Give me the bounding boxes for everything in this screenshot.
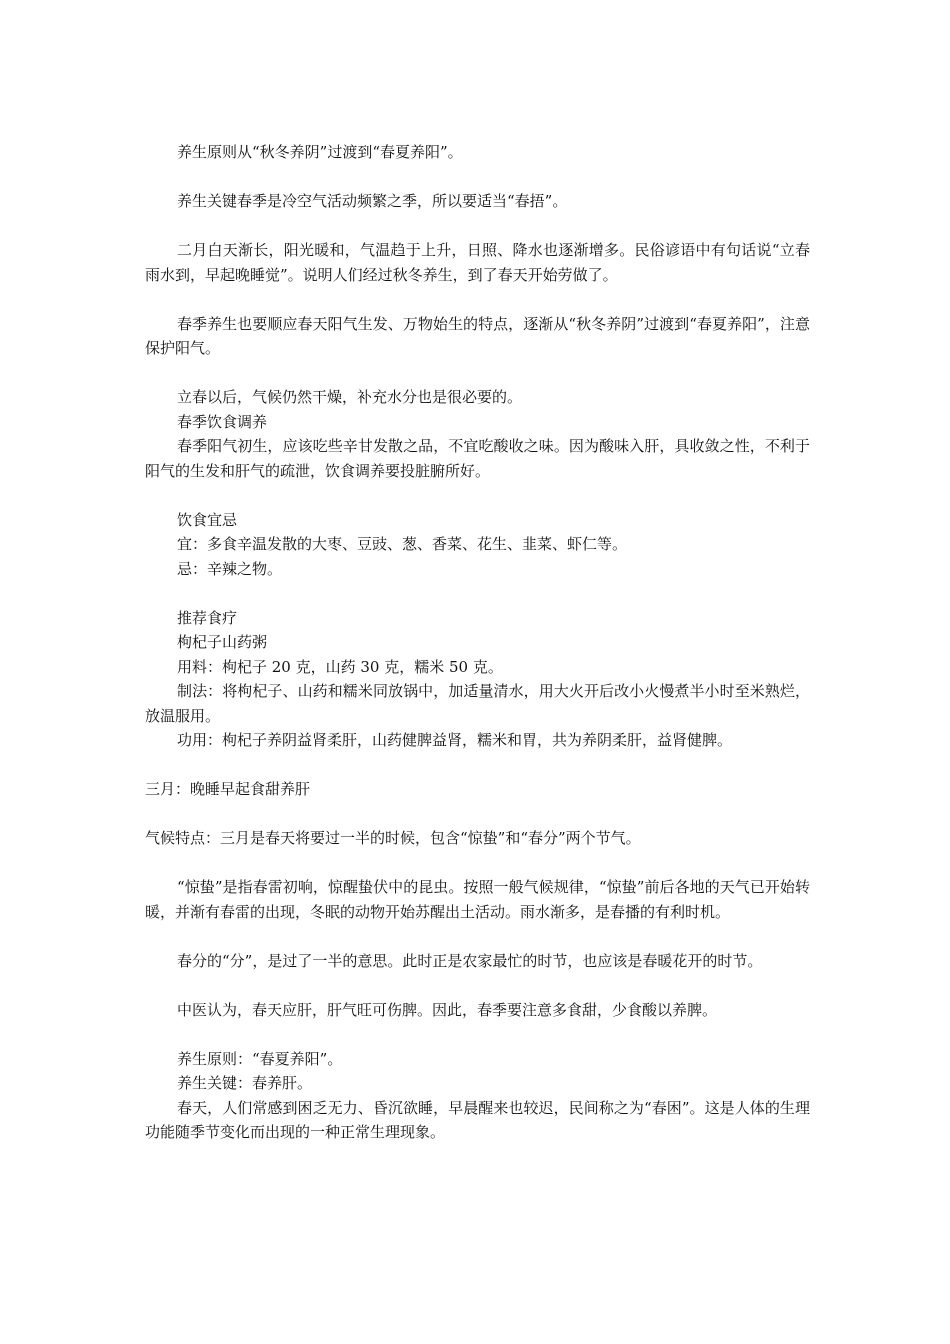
paragraph: 推荐食疗 (177, 608, 238, 627)
paragraph-spacer (145, 483, 810, 508)
paragraph: 二月白天渐长，阳光暖和，气温趋于上升，日照、降水也逐渐增多。民俗谚语中有句话说“立春雨水到，早起晚睡觉”。说明人们经过秋冬养生，到了春天开始劳做了。 (145, 241, 810, 284)
paragraph-spacer (145, 581, 810, 606)
paragraph: 气候特点：三月是春天将要过一半的时候，包含“惊蛰”和“春分”两个节气。 (145, 829, 641, 847)
paragraph: 养生关键：春养肝。 (177, 1074, 313, 1092)
paragraph: 立春以后，气候仍然干燥，补充水分也是很必要的。 (177, 388, 523, 406)
paragraph: 春季养生也要顺应春天阳气生发、万物始生的特点，逐渐从“秋冬养阴”过渡到“春夏养阳”，注意保护阳气。 (145, 314, 810, 357)
paragraph: 用料：枸杞子 20 克，山药 30 克，糯米 50 克。 (177, 657, 503, 676)
paragraph: 春季阳气初生，应该吃些辛甘发散之品，不宜吃酸收之味。因为酸味入肝，具收敛之性，不利于阳气的生发和肝气的疏泄，饮食调养要投脏腑所好。 (145, 437, 810, 480)
paragraph: 春季饮食调养 (177, 412, 268, 431)
paragraph: 养生原则从“秋冬养阴”过渡到“春夏养阳”。 (177, 143, 463, 161)
paragraph-spacer (145, 851, 810, 876)
paragraph-spacer (145, 753, 810, 778)
paragraph: 制法：将枸杞子、山药和糯米同放锅中，加适量清水，用大火开后改小火慢煮半小时至米熟烂，放温服用。 (145, 682, 810, 725)
paragraph: 饮食宜忌 (177, 510, 238, 529)
paragraph-spacer (145, 165, 810, 190)
paragraph: 宜：多食辛温发散的大枣、豆豉、葱、香菜、花生、韭菜、虾仁等。 (177, 535, 628, 553)
paragraph-spacer (145, 973, 810, 998)
paragraph: 忌：辛辣之物。 (177, 559, 283, 578)
paragraph: 功用：枸杞子养阴益肾柔肝，山药健脾益肾，糯米和胃，共为养阴柔肝，益肾健脾。 (177, 731, 733, 749)
paragraph-spacer (145, 287, 810, 312)
paragraph-spacer (145, 802, 810, 827)
paragraph: “惊蛰”是指春雷初响，惊醒蛰伏中的昆虫。按照一般气候规律，“惊蛰”前后各地的天气已开始转暖，并渐有春雷的出现，冬眠的动物开始苏醒出土活动。雨水渐多，是春播的有利时机。 (145, 878, 810, 921)
paragraph: 三月：晚睡早起食甜养肝 (145, 780, 311, 798)
paragraph: 养生原则：“春夏养阳”。 (177, 1049, 343, 1068)
paragraph: 养生关键春季是冷空气活动频繁之季，所以要适当“春捂”。 (177, 192, 568, 210)
paragraph-spacer (145, 924, 810, 949)
paragraph-spacer (145, 1022, 810, 1047)
paragraph: 春天，人们常感到困乏无力、昏沉欲睡，早晨醒来也较迟，民间称之为“春困”。这是人体的生理功能随季节变化而出现的一种正常生理现象。 (145, 1098, 810, 1141)
document-body (145, 140, 810, 1145)
paragraph: 中医认为，春天应肝，肝气旺可伤脾。因此，春季要注意多食甜，少食酸以养脾。 (177, 1000, 718, 1019)
paragraph: 枸杞子山药粥 (177, 633, 268, 651)
paragraph-spacer (145, 214, 810, 239)
paragraph-spacer (145, 361, 810, 386)
paragraph: 春分的“分”，是过了一半的意思。此时正是农家最忙的时节，也应该是春暖花开的时节。 (177, 951, 763, 970)
